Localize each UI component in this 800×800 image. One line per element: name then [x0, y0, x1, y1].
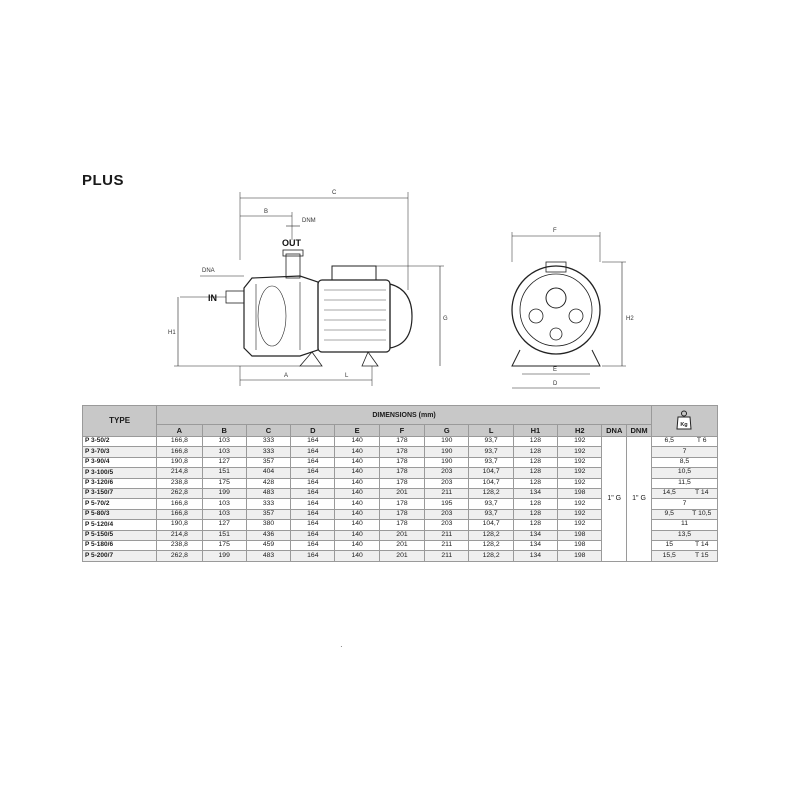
weight-cell: 11 [651, 520, 717, 530]
col-header-b: B [202, 425, 246, 437]
dim-cell-b: 175 [202, 478, 246, 488]
col-header-dnm: DNM [627, 425, 652, 437]
dim-cell-f: 178 [379, 478, 424, 488]
dim-cell-a: 166,8 [157, 447, 202, 457]
dimensions-table [82, 405, 718, 562]
row-type: P 3-70/3 [83, 447, 157, 457]
dim-cell-h2: 198 [558, 540, 602, 550]
tank-cell: T 14 [686, 540, 717, 550]
dim-cell-h1: 128 [513, 478, 557, 488]
dim-cell-g: 203 [425, 520, 469, 530]
dim-cell-b: 151 [202, 468, 246, 478]
dim-cell-l: 93,7 [469, 499, 513, 509]
dim-cell-d: 164 [291, 447, 335, 457]
dim-cell-l: 128,2 [469, 488, 513, 498]
dim-cell-h1: 134 [513, 551, 557, 561]
dim-cell-e: 140 [335, 509, 379, 519]
tank-cell: T 10,5 [686, 509, 717, 519]
dim-cell-g: 203 [425, 509, 469, 519]
weight-cell: 6,5 [651, 437, 686, 447]
dim-cell-g: 190 [425, 447, 469, 457]
dim-cell-b: 151 [202, 530, 246, 540]
dim-c-label: C [332, 190, 337, 196]
row-type: P 3-90/4 [83, 457, 157, 467]
dim-cell-a: 190,8 [157, 457, 202, 467]
col-header-e: E [335, 425, 379, 437]
col-header-f: F [379, 425, 424, 437]
dim-cell-a: 238,8 [157, 540, 202, 550]
dim-cell-l: 128,2 [469, 540, 513, 550]
dim-cell-h2: 192 [558, 437, 602, 447]
dim-cell-h2: 198 [558, 488, 602, 498]
weight-cell: 9,5 [651, 509, 686, 519]
dim-cell-e: 140 [335, 551, 379, 561]
dim-cell-g: 195 [425, 499, 469, 509]
dim-cell-b: 127 [202, 457, 246, 467]
dim-cell-h1: 128 [513, 468, 557, 478]
dim-f-label: F [553, 228, 557, 234]
dim-cell-l: 104,7 [469, 468, 513, 478]
dim-cell-a: 238,8 [157, 478, 202, 488]
dim-cell-c: 333 [246, 437, 290, 447]
front-view-drawing [512, 232, 626, 388]
weight-kg-icon [676, 410, 692, 430]
col-header-h1: H1 [513, 425, 557, 437]
dim-b-label: B [264, 209, 269, 215]
dim-cell-d: 164 [291, 457, 335, 467]
dim-a-label: A [284, 373, 289, 379]
col-header-g: G [425, 425, 469, 437]
dim-cell-l: 93,7 [469, 457, 513, 467]
dim-cell-f: 178 [379, 520, 424, 530]
dim-cell-h1: 134 [513, 488, 557, 498]
dim-cell-e: 140 [335, 437, 379, 447]
dim-cell-h2: 198 [558, 551, 602, 561]
dim-cell-f: 178 [379, 509, 424, 519]
dim-cell-b: 103 [202, 437, 246, 447]
dim-cell-f: 178 [379, 457, 424, 467]
dim-cell-a: 190,8 [157, 520, 202, 530]
weight-kg-icon-label: Kg [680, 421, 689, 428]
dim-cell-e: 140 [335, 540, 379, 550]
dim-cell-h2: 192 [558, 499, 602, 509]
dim-cell-h1: 134 [513, 530, 557, 540]
dim-cell-g: 211 [425, 530, 469, 540]
dim-g-label: G [443, 316, 448, 322]
dim-cell-h2: 192 [558, 447, 602, 457]
dim-cell-h2: 192 [558, 457, 602, 467]
row-type: P 5-120/4 [83, 520, 157, 530]
dim-cell-d: 164 [291, 488, 335, 498]
dim-cell-f: 178 [379, 437, 424, 447]
tank-cell: T 15 [686, 551, 717, 561]
dim-cell-f: 201 [379, 540, 424, 550]
weight-cell: 11,5 [651, 478, 717, 488]
row-type: P 3-50/2 [83, 437, 157, 447]
weight-cell: 7 [651, 447, 717, 457]
dim-cell-g: 211 [425, 488, 469, 498]
dim-cell-h1: 128 [513, 447, 557, 457]
dim-cell-c: 333 [246, 447, 290, 457]
dim-cell-b: 199 [202, 488, 246, 498]
col-header-l: L [469, 425, 513, 437]
dim-cell-b: 103 [202, 499, 246, 509]
weight-header [651, 406, 717, 437]
dim-cell-h1: 128 [513, 520, 557, 530]
dim-cell-f: 201 [379, 551, 424, 561]
type-header: TYPE [83, 406, 157, 437]
dim-cell-a: 262,8 [157, 488, 202, 498]
dim-cell-c: 357 [246, 457, 290, 467]
outlet-label: OUT [282, 238, 301, 248]
dim-cell-e: 140 [335, 530, 379, 540]
dim-cell-c: 380 [246, 520, 290, 530]
row-type: P 5-150/5 [83, 530, 157, 540]
dim-cell-l: 93,7 [469, 447, 513, 457]
dim-h1-label: H1 [168, 330, 176, 336]
dim-cell-e: 140 [335, 520, 379, 530]
dim-cell-e: 140 [335, 457, 379, 467]
dim-d-label: D [553, 381, 558, 387]
row-type: P 5-70/2 [83, 499, 157, 509]
dim-cell-a: 214,8 [157, 530, 202, 540]
dim-cell-d: 164 [291, 520, 335, 530]
dim-cell-g: 190 [425, 437, 469, 447]
dim-cell-d: 164 [291, 530, 335, 540]
dim-cell-f: 201 [379, 488, 424, 498]
dim-cell-d: 164 [291, 499, 335, 509]
col-header-h2: H2 [558, 425, 602, 437]
row-type: P 5-180/6 [83, 540, 157, 550]
col-header-dna: DNA [602, 425, 627, 437]
dim-cell-e: 140 [335, 468, 379, 478]
dim-cell-d: 164 [291, 437, 335, 447]
dim-cell-e: 140 [335, 499, 379, 509]
dim-cell-c: 357 [246, 509, 290, 519]
dnm-cell: 1" G [627, 437, 652, 562]
tank-cell: T 6 [686, 437, 717, 447]
dim-cell-g: 190 [425, 457, 469, 467]
dim-cell-l: 104,7 [469, 520, 513, 530]
dim-cell-l: 93,7 [469, 437, 513, 447]
dim-cell-h1: 128 [513, 457, 557, 467]
dim-e-label: E [553, 367, 558, 373]
dimensions-header: DIMENSIONS (mm) [157, 406, 652, 425]
col-header-a: A [157, 425, 202, 437]
dim-dnm-label: DNM [302, 218, 316, 224]
dim-cell-c: 459 [246, 540, 290, 550]
weight-cell: 10,5 [651, 468, 717, 478]
dim-cell-a: 166,8 [157, 437, 202, 447]
dim-cell-e: 140 [335, 447, 379, 457]
weight-cell: 14,5 [651, 488, 686, 498]
table-row [83, 437, 718, 447]
dim-cell-c: 404 [246, 468, 290, 478]
dim-cell-g: 203 [425, 478, 469, 488]
dim-cell-h2: 192 [558, 509, 602, 519]
row-type: P 5-80/3 [83, 509, 157, 519]
dim-cell-b: 103 [202, 509, 246, 519]
weight-cell: 15,5 [651, 551, 686, 561]
dim-cell-e: 140 [335, 478, 379, 488]
dim-cell-e: 140 [335, 488, 379, 498]
dim-cell-g: 211 [425, 540, 469, 550]
table-body [83, 437, 718, 562]
dim-cell-d: 164 [291, 478, 335, 488]
dim-cell-c: 428 [246, 478, 290, 488]
row-type: P 3-120/6 [83, 478, 157, 488]
dim-cell-a: 262,8 [157, 551, 202, 561]
weight-cell: 13,5 [651, 530, 717, 540]
dim-cell-c: 436 [246, 530, 290, 540]
dim-cell-l: 128,2 [469, 530, 513, 540]
dim-cell-l: 93,7 [469, 509, 513, 519]
tank-cell: T 14 [686, 488, 717, 498]
dna-cell: 1" G [602, 437, 627, 562]
dim-cell-h2: 198 [558, 530, 602, 540]
dim-cell-f: 201 [379, 530, 424, 540]
dim-cell-b: 127 [202, 520, 246, 530]
dim-l-label: L [345, 373, 349, 379]
dim-cell-b: 199 [202, 551, 246, 561]
dim-cell-h2: 192 [558, 520, 602, 530]
dim-cell-c: 483 [246, 551, 290, 561]
weight-cell: 8,5 [651, 457, 717, 467]
dim-cell-b: 103 [202, 447, 246, 457]
inlet-label: IN [208, 293, 217, 303]
dim-cell-f: 178 [379, 468, 424, 478]
dim-cell-h1: 128 [513, 509, 557, 519]
dim-cell-f: 178 [379, 447, 424, 457]
dim-cell-h1: 134 [513, 540, 557, 550]
section-title: PLUS [82, 172, 125, 189]
dim-cell-a: 166,8 [157, 499, 202, 509]
row-type: P 5-200/7 [83, 551, 157, 561]
dim-dna-label: DNA [202, 268, 215, 274]
dim-cell-h1: 128 [513, 437, 557, 447]
col-header-c: C [246, 425, 290, 437]
dim-cell-g: 211 [425, 551, 469, 561]
dim-cell-d: 164 [291, 540, 335, 550]
dim-cell-a: 166,8 [157, 509, 202, 519]
dim-cell-g: 203 [425, 468, 469, 478]
dim-cell-c: 483 [246, 488, 290, 498]
col-header-d: D [291, 425, 335, 437]
dim-cell-b: 175 [202, 540, 246, 550]
dim-cell-f: 178 [379, 499, 424, 509]
dim-cell-d: 164 [291, 551, 335, 561]
dim-cell-d: 164 [291, 509, 335, 519]
dim-h2-label: H2 [626, 316, 634, 322]
weight-cell: 15 [651, 540, 686, 550]
dim-cell-h1: 128 [513, 499, 557, 509]
dim-cell-h2: 192 [558, 478, 602, 488]
dim-cell-d: 164 [291, 468, 335, 478]
dim-cell-l: 104,7 [469, 478, 513, 488]
weight-cell: 7 [651, 499, 717, 509]
row-type: P 3-150/7 [83, 488, 157, 498]
scan-mark: · [340, 642, 343, 651]
dim-cell-l: 128,2 [469, 551, 513, 561]
dim-cell-c: 333 [246, 499, 290, 509]
dim-cell-a: 214,8 [157, 468, 202, 478]
dim-cell-h2: 192 [558, 468, 602, 478]
row-type: P 3-100/5 [83, 468, 157, 478]
